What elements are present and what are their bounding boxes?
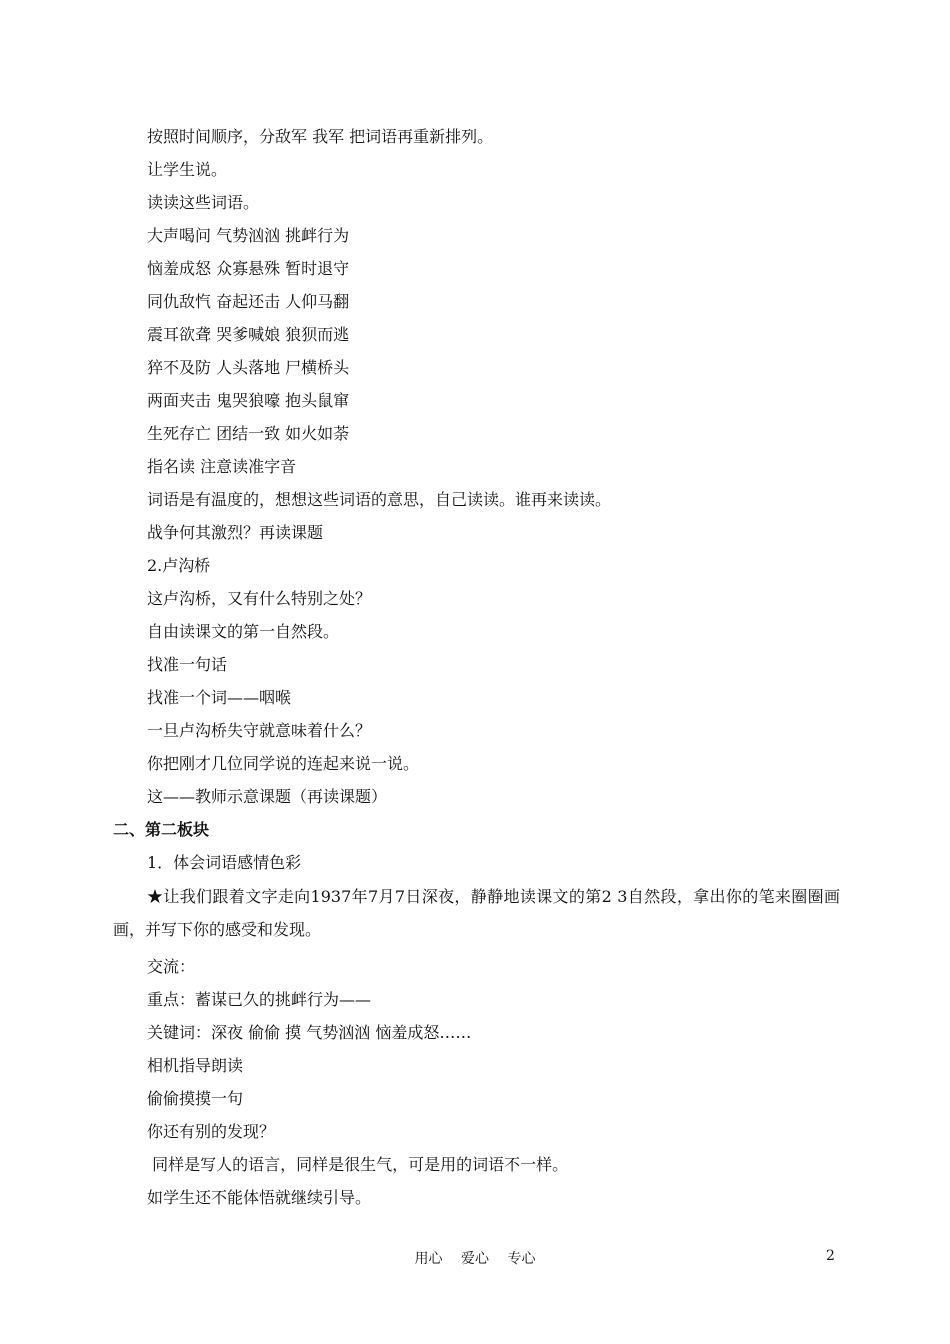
text-line: 指名读 注意读准字音 xyxy=(147,457,297,476)
text-line: 读读这些词语。 xyxy=(147,193,260,212)
text-line: 词语是有温度的，想想这些词语的意思，自己读读。谁再来读读。 xyxy=(147,490,612,509)
text-line: 关键词：深夜 偷偷 摸 气势汹汹 恼羞成怒…… xyxy=(147,1023,472,1042)
text-line: 恼羞成怒 众寡悬殊 暂时退守 xyxy=(147,259,350,278)
text-line: 同仇敌忾 奋起还击 人仰马翻 xyxy=(147,292,350,311)
subheading: 1．体会词语感情色彩 xyxy=(147,853,302,872)
text-line: 生死存亡 团结一致 如火如荼 xyxy=(147,424,350,443)
task-paragraph: ★让我们跟着文字走向1937年7月7日深夜，静静地读课文的第2 3自然段，拿出你的笔来圈圈画画，并写下你的感受和发现。 xyxy=(113,887,840,939)
text-line: 自由读课文的第一自然段。 xyxy=(147,622,340,641)
text-line: 你把刚才几位同学说的连起来说一说。 xyxy=(147,754,420,773)
text-line: 重点：蓄谋已久的挑衅行为—— xyxy=(147,990,372,1009)
text-line: 你还有别的发现？ xyxy=(147,1122,276,1141)
text-line: 按照时间顺序，分敌军 我军 把词语再重新排列。 xyxy=(147,127,494,146)
section-heading: 二、第二板块 xyxy=(113,820,210,839)
text-line: 这——教师示意课题（再读课题） xyxy=(147,787,388,806)
text-line: 战争何其激烈？再读课题 xyxy=(147,523,324,542)
text-line: 交流： xyxy=(147,957,196,976)
text-line: 震耳欲聋 哭爹喊娘 狼狈而逃 xyxy=(147,325,350,344)
text-line: 大声喝问 气势汹汹 挑衅行为 xyxy=(147,226,350,245)
text-line: 猝不及防 人头落地 尸横桥头 xyxy=(147,358,350,377)
page-number: 2 xyxy=(826,1248,835,1264)
text-line: 让学生说。 xyxy=(147,160,228,179)
text-line: 如学生还不能体悟就继续引导。 xyxy=(147,1188,372,1207)
text-line: 一旦卢沟桥失守就意味着什么？ xyxy=(147,721,372,740)
text-line: 同样是写人的语言，同样是很生气，可是用的词语不一样。 xyxy=(147,1155,569,1174)
text-line: 相机指导朗读 xyxy=(147,1056,244,1075)
text-line: 找准一句话 xyxy=(147,655,228,674)
text-line: 两面夹击 鬼哭狼嚎 抱头鼠窜 xyxy=(147,391,350,410)
text-line: 这卢沟桥，又有什么特别之处？ xyxy=(147,589,372,608)
footer-motto: 用心 爱心 专心 xyxy=(414,1251,536,1267)
text-line: 找准一个词——咽喉 xyxy=(147,688,292,707)
text-line: 2.卢沟桥 xyxy=(147,556,211,575)
text-line: 偷偷摸摸一句 xyxy=(147,1089,244,1108)
